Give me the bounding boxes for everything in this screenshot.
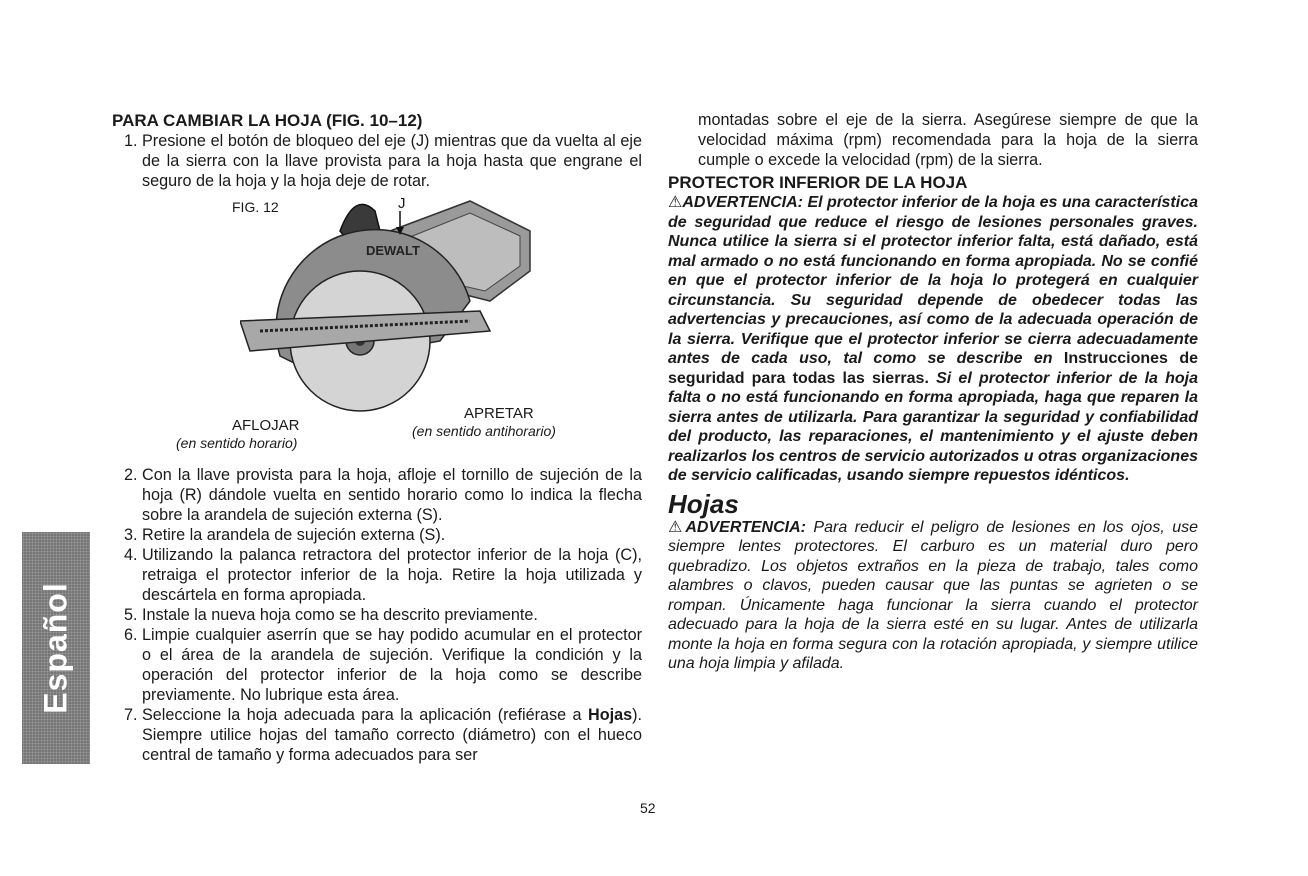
- step-item: [112, 545, 642, 605]
- step-number: 3.: [124, 526, 138, 544]
- step-number: 5.: [124, 606, 138, 624]
- step-text: Presione el botón de bloqueo del eje (J) mientras que da vuelta al eje de la sierra con la llave provista para la hoja hasta que engrane el seguro de la hoja y la hoja deje de rotar.: [142, 132, 642, 190]
- blades-reference: Hojas: [588, 706, 633, 724]
- step-text: Limpie cualquier aserrín que se hay podido acumular en el protector o el área de la arandela de sujeción. Verifique la condición y la operación del protector inferior de la hoja como se describe previamente. No lubrique esta área.: [142, 626, 642, 704]
- step-number: 6.: [124, 626, 138, 644]
- safety-instructions-reference: Instrucciones de seguridad para todas las sierras.: [668, 350, 1198, 387]
- tighten-direction: (en sentido antihorario): [412, 423, 556, 439]
- warning-icon: ⚠: [668, 518, 686, 536]
- warning-icon: ⚠: [668, 194, 683, 211]
- warning-blades: [668, 518, 1198, 674]
- figure-12: [112, 191, 642, 465]
- section-heading-lower-guard: PROTECTOR INFERIOR DE LA HOJA: [668, 173, 968, 192]
- tighten-label: APRETAR: [464, 405, 534, 422]
- warning-lower-guard: [668, 193, 1198, 486]
- warning-text: ADVERTENCIA: El protector inferior de la hoja es una característica de seguridad que reduce el riesgo de lesiones personales graves. Nunca utilice la sierra si el protector inferior falta, está dañado, está mal armado o no está funcionando en forma apropiada. No se confié en que el protector inferior de la hoja lo protegerá en cualquier circunstancia. Su seguridad depende de obedecer todas las advertencias y precauciones, así como de la adecuada operación de la sierra. Verifique que el protector inferior se cierra adecuadamente antes de cada uso, tal como se describe en: [668, 194, 1199, 367]
- section-heading-change-blade: PARA CAMBIAR LA HOJA (FIG. 10–12): [112, 111, 423, 130]
- right-column: [668, 110, 1198, 674]
- step-text-pre: Seleccione la hoja adecuada para la aplicación (refiérase a: [142, 706, 589, 724]
- step-number: 1.: [124, 132, 138, 150]
- loosen-direction: (en sentido horario): [176, 435, 298, 451]
- continuation-paragraph: montadas sobre el eje de la sierra. Asegúrese siempre de que la velocidad máxima (rpm) recomendada para la hoja de la sierra cumple o excede la velocidad (rpm) de la sierra.: [698, 111, 1198, 169]
- step-text-post: ). Siempre utilice hojas del tamaño correcto (diámetro) con el hueco central de tamaño y forma adecuados para ser: [142, 706, 642, 764]
- warning-lead: ADVERTENCIA:: [685, 518, 806, 536]
- callout-j: J: [398, 195, 406, 212]
- step-number: 4.: [124, 546, 138, 564]
- step-item: [112, 605, 642, 625]
- step-number: 2.: [124, 466, 138, 484]
- step-text: Retire la arandela de sujeción externa (S).: [142, 526, 446, 544]
- section-title-blades: Hojas: [668, 488, 739, 519]
- step-item: [112, 625, 642, 705]
- page-number: 52: [640, 800, 656, 816]
- step-item: [112, 705, 642, 765]
- brand-logo: DEWALT: [366, 243, 420, 258]
- steps-list-start: [112, 131, 642, 191]
- step-item: [112, 131, 642, 191]
- step-text: Con la llave provista para la hoja, afloje el tornillo de sujeción de la hoja (R) dándole vuelta en sentido horario como lo indica la flecha sobre la arandela de sujeción externa (S).: [142, 466, 642, 524]
- steps-list: [112, 465, 642, 765]
- loosen-label: AFLOJAR: [232, 417, 300, 434]
- step-item: [112, 465, 642, 525]
- step-text: Instale la nueva hoja como se ha descrito previamente.: [142, 606, 538, 624]
- warning-text: Para reducir el peligro de lesiones en los ojos, use siempre lentes protectores. El carburo es un material duro pero quebradizo. Los objetos extraños en la pieza de trabajo, tales como alambres o clavos, pueden causar que las puntas se agrieten o se rompan. Únicamente haga funcionar la sierra cuando el protector adecuado para la hoja de la sierra esté en su lugar. Antes de utilizarla monte la hoja en forma segura con la rotación apropiada, y siempre utilice una hoja limpia y afilada.: [668, 518, 1199, 672]
- left-column: [112, 110, 642, 765]
- step-item: [112, 525, 642, 545]
- step-text: Utilizando la palanca retractora del protector inferior de la hoja (C), retraiga el protector inferior de la hoja. Retire la hoja utilizada y descártela en forma apropiada.: [142, 546, 642, 604]
- step-number: 7.: [124, 706, 138, 724]
- warning-text-continued: Si el protector inferior de la hoja falta o no está funcionando en forma apropiada, haga que reparen la sierra antes de utilizarla. Para garantizar la seguridad y confiabilidad del producto, las reparaciones, el mantenimiento y el ajuste deben realizarlos los centros de servicio autorizados u otras organizaciones de servicio calificadas, usando siempre repuestos idénticos.: [668, 369, 1199, 484]
- figure-label: FIG. 12: [232, 199, 279, 215]
- circular-saw-illustration: [240, 191, 540, 421]
- language-tab-label: Español: [37, 582, 74, 714]
